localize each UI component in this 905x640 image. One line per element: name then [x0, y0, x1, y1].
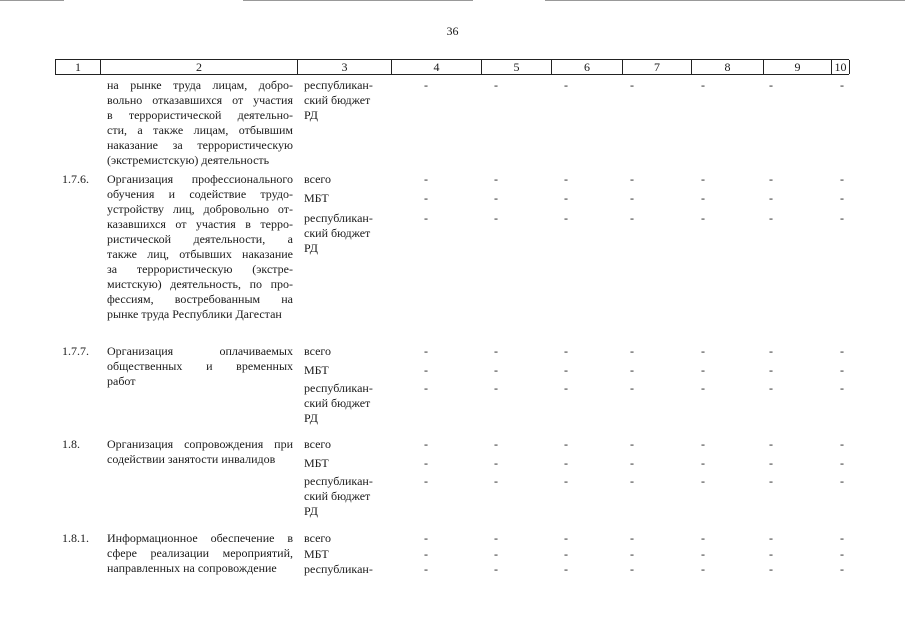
scan-edge-right — [545, 0, 905, 1]
empty-value-dash: - — [630, 344, 634, 358]
table-header — [55, 59, 849, 75]
empty-value-dash: - — [701, 437, 705, 451]
funding-source-label: ский бюджет — [304, 396, 371, 410]
column-header: 5 — [481, 60, 551, 74]
column-header: 9 — [763, 60, 831, 74]
description-line: общественных и временных — [107, 359, 293, 373]
scan-edge-middle — [243, 0, 473, 1]
empty-value-dash: - — [630, 531, 634, 545]
empty-value-dash: - — [494, 456, 498, 470]
empty-value-dash: - — [494, 172, 498, 186]
empty-value-dash: - — [424, 172, 428, 186]
description-line: обучения и содействие трудо- — [107, 187, 293, 201]
column-header: 3 — [297, 60, 391, 74]
empty-value-dash: - — [564, 456, 568, 470]
empty-value-dash: - — [424, 381, 428, 395]
empty-value-dash: - — [564, 211, 568, 225]
empty-value-dash: - — [564, 344, 568, 358]
empty-value-dash: - — [564, 531, 568, 545]
empty-value-dash: - — [630, 78, 634, 92]
funding-source-label: РД — [304, 241, 318, 255]
empty-value-dash: - — [564, 547, 568, 561]
funding-source-label: ский бюджет — [304, 226, 371, 240]
description-line: мистскую) деятельность, по про- — [107, 277, 293, 291]
empty-value-dash: - — [701, 191, 705, 205]
empty-value-dash: - — [701, 547, 705, 561]
description-line: Информационное обеспечение в — [107, 531, 293, 545]
empty-value-dash: - — [424, 211, 428, 225]
empty-value-dash: - — [424, 78, 428, 92]
funding-source-label: РД — [304, 504, 318, 518]
empty-value-dash: - — [701, 78, 705, 92]
empty-value-dash: - — [494, 344, 498, 358]
funding-source-label: МБТ — [304, 456, 329, 470]
empty-value-dash: - — [701, 172, 705, 186]
description-line: Организация профессионального — [107, 172, 293, 186]
empty-value-dash: - — [769, 344, 773, 358]
empty-value-dash: - — [424, 344, 428, 358]
empty-value-dash: - — [424, 437, 428, 451]
funding-source-label: всего — [304, 531, 332, 545]
empty-value-dash: - — [424, 474, 428, 488]
empty-value-dash: - — [840, 172, 844, 186]
empty-value-dash: - — [564, 78, 568, 92]
funding-source-label: ский бюджет — [304, 93, 371, 107]
empty-value-dash: - — [840, 363, 844, 377]
empty-value-dash: - — [564, 474, 568, 488]
empty-value-dash: - — [424, 456, 428, 470]
funding-source-label: МБТ — [304, 547, 329, 561]
description-line: за террористическую (экстре- — [107, 262, 293, 276]
description-line: устройству лиц, добровольно от- — [107, 202, 293, 216]
empty-value-dash: - — [630, 172, 634, 186]
empty-value-dash: - — [564, 381, 568, 395]
empty-value-dash: - — [840, 211, 844, 225]
description-line: сти, а также лицам, отбывшим — [107, 123, 293, 137]
description-line: Организация сопровождения при — [107, 437, 293, 451]
empty-value-dash: - — [494, 381, 498, 395]
empty-value-dash: - — [840, 381, 844, 395]
column-header: 2 — [100, 60, 297, 74]
empty-value-dash: - — [840, 437, 844, 451]
row-number: 1.8.1. — [62, 531, 89, 545]
empty-value-dash: - — [701, 456, 705, 470]
empty-value-dash: - — [769, 456, 773, 470]
description-line: рынке труда Республики Дагестан — [107, 307, 282, 321]
empty-value-dash: - — [769, 531, 773, 545]
scan-edge-left — [0, 0, 64, 1]
description-line: (экстремистскую) деятельность — [107, 153, 270, 167]
description-line: работ — [107, 374, 136, 388]
empty-value-dash: - — [424, 191, 428, 205]
empty-value-dash: - — [769, 363, 773, 377]
empty-value-dash: - — [630, 547, 634, 561]
empty-value-dash: - — [840, 547, 844, 561]
funding-source-label: ский бюджет — [304, 489, 371, 503]
description-line: в террористической деятельно- — [107, 108, 293, 122]
column-header: 1 — [55, 60, 100, 74]
description-line: наказание за террористическую — [107, 138, 293, 152]
empty-value-dash: - — [424, 531, 428, 545]
empty-value-dash: - — [840, 474, 844, 488]
empty-value-dash: - — [701, 363, 705, 377]
description-line: на рынке труда лицам, добро- — [107, 78, 293, 92]
description-line: вольно отказавшихся от участия — [107, 93, 293, 107]
empty-value-dash: - — [840, 191, 844, 205]
empty-value-dash: - — [769, 78, 773, 92]
empty-value-dash: - — [701, 531, 705, 545]
row-number: 1.8. — [62, 437, 80, 451]
empty-value-dash: - — [494, 211, 498, 225]
column-header: 8 — [691, 60, 763, 74]
description-line: также лиц, отбывших наказание — [107, 247, 293, 261]
funding-source-label: всего — [304, 437, 332, 451]
empty-value-dash: - — [424, 562, 428, 576]
empty-value-dash: - — [630, 437, 634, 451]
row-number: 1.7.6. — [62, 172, 89, 186]
empty-value-dash: - — [769, 211, 773, 225]
empty-value-dash: - — [630, 474, 634, 488]
empty-value-dash: - — [494, 531, 498, 545]
empty-value-dash: - — [494, 547, 498, 561]
empty-value-dash: - — [494, 191, 498, 205]
empty-value-dash: - — [424, 547, 428, 561]
column-header: 10 — [831, 60, 850, 74]
empty-value-dash: - — [769, 437, 773, 451]
empty-value-dash: - — [424, 363, 428, 377]
funding-source-label: всего — [304, 172, 332, 186]
empty-value-dash: - — [769, 547, 773, 561]
empty-value-dash: - — [564, 172, 568, 186]
description-line: направленных на сопровождение — [107, 561, 277, 575]
funding-source-label: МБТ — [304, 191, 329, 205]
funding-source-label: РД — [304, 411, 318, 425]
funding-source-label: республикан- — [304, 474, 373, 488]
empty-value-dash: - — [840, 531, 844, 545]
row-number: 1.7.7. — [62, 344, 89, 358]
empty-value-dash: - — [701, 562, 705, 576]
empty-value-dash: - — [494, 562, 498, 576]
empty-value-dash: - — [701, 211, 705, 225]
empty-value-dash: - — [769, 172, 773, 186]
empty-value-dash: - — [769, 474, 773, 488]
funding-source-label: всего — [304, 344, 332, 358]
empty-value-dash: - — [564, 191, 568, 205]
empty-value-dash: - — [840, 562, 844, 576]
empty-value-dash: - — [840, 78, 844, 92]
empty-value-dash: - — [769, 191, 773, 205]
funding-source-label: республикан- — [304, 78, 373, 92]
description-line: Организация оплачиваемых — [107, 344, 293, 358]
empty-value-dash: - — [494, 78, 498, 92]
column-header: 7 — [622, 60, 691, 74]
description-line: казавшихся от участия в терро- — [107, 217, 293, 231]
page-number: 36 — [446, 24, 459, 38]
empty-value-dash: - — [494, 437, 498, 451]
funding-source-label: РД — [304, 108, 318, 122]
empty-value-dash: - — [630, 381, 634, 395]
funding-source-label: республикан- — [304, 562, 373, 576]
column-header: 6 — [551, 60, 622, 74]
funding-source-label: республикан- — [304, 211, 373, 225]
empty-value-dash: - — [630, 456, 634, 470]
empty-value-dash: - — [494, 363, 498, 377]
funding-source-label: МБТ — [304, 363, 329, 377]
empty-value-dash: - — [494, 474, 498, 488]
empty-value-dash: - — [701, 381, 705, 395]
empty-value-dash: - — [630, 191, 634, 205]
empty-value-dash: - — [630, 363, 634, 377]
description-line: сфере реализации мероприятий, — [107, 546, 293, 560]
empty-value-dash: - — [630, 211, 634, 225]
description-line: фессиям, востребованным на — [107, 292, 293, 306]
empty-value-dash: - — [564, 363, 568, 377]
empty-value-dash: - — [701, 344, 705, 358]
empty-value-dash: - — [769, 381, 773, 395]
column-header: 4 — [391, 60, 481, 74]
funding-source-label: республикан- — [304, 381, 373, 395]
empty-value-dash: - — [840, 344, 844, 358]
empty-value-dash: - — [564, 437, 568, 451]
empty-value-dash: - — [840, 456, 844, 470]
description-line: содействии занятости инвалидов — [107, 452, 276, 466]
description-line: ристической деятельности, а — [107, 232, 293, 246]
empty-value-dash: - — [564, 562, 568, 576]
empty-value-dash: - — [769, 562, 773, 576]
empty-value-dash: - — [630, 562, 634, 576]
empty-value-dash: - — [701, 474, 705, 488]
